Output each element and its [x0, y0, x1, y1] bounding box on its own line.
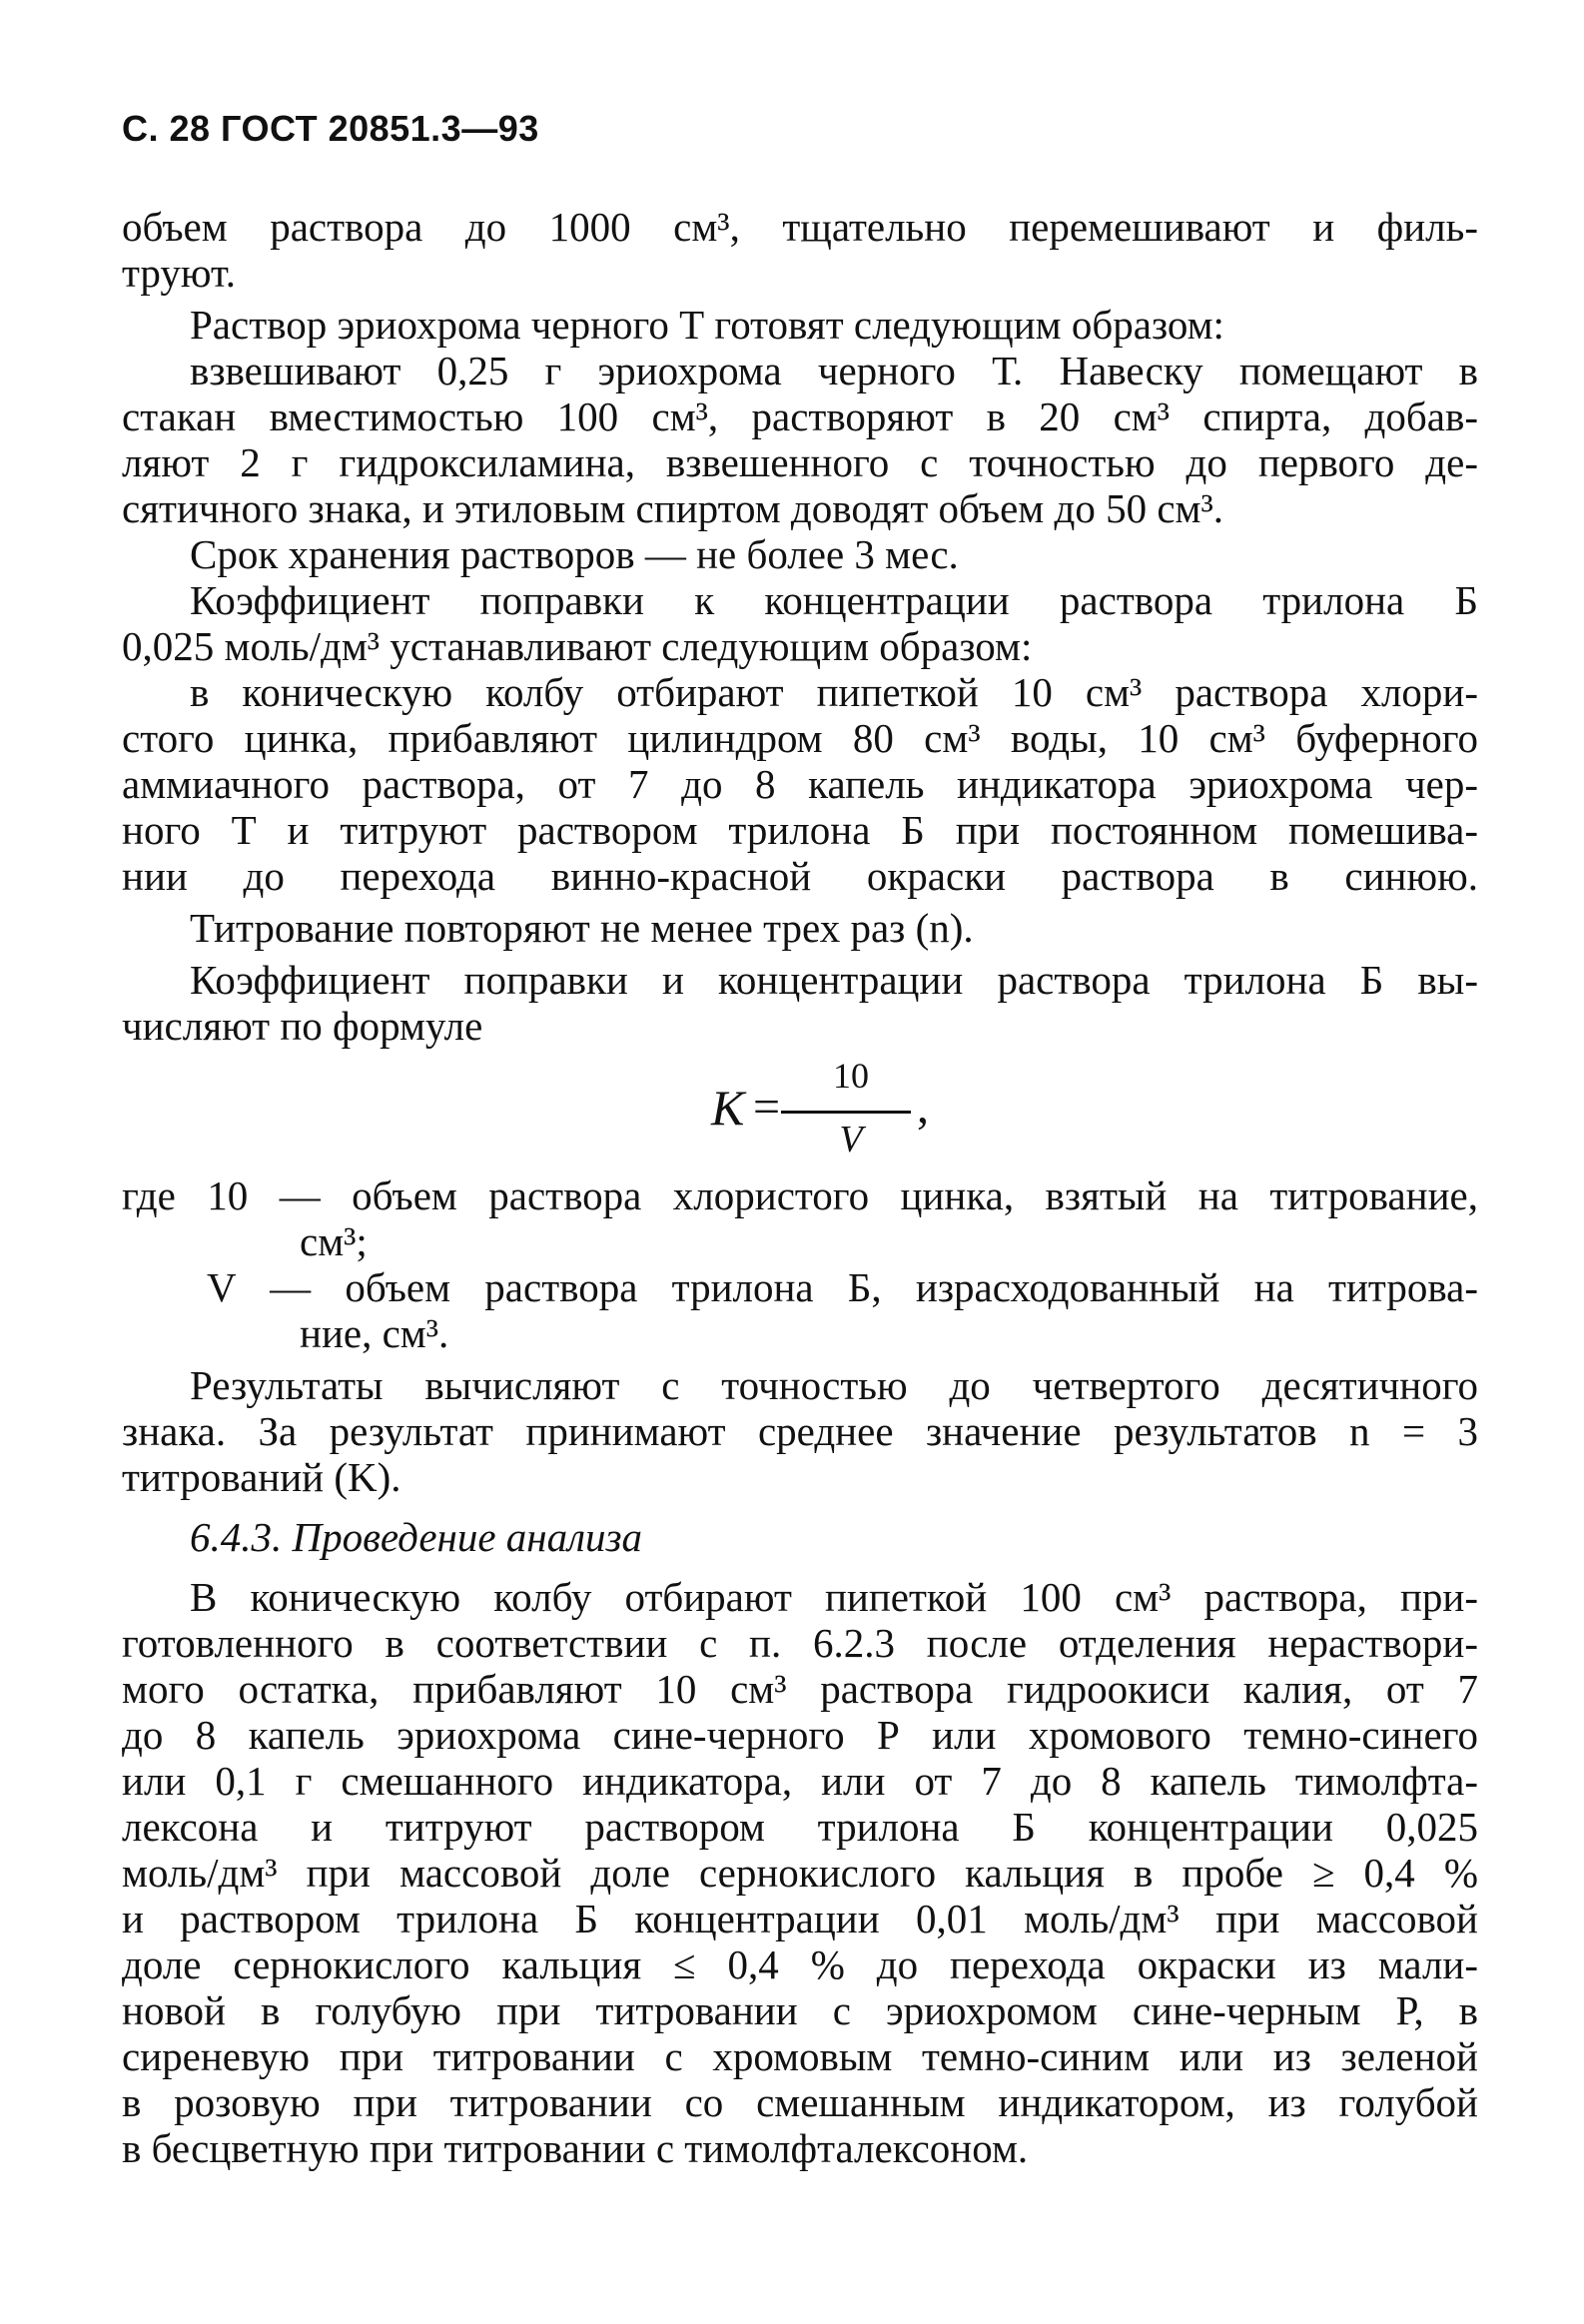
- text-line: ного Т и титруют раствором трилона Б при постоянном помешива-: [122, 807, 1478, 853]
- text-line: стакан вместимостью 100 см³, растворяют в 20 см³ спирта, добав-: [122, 393, 1478, 439]
- text-line: и раствором трилона Б концентрации 0,01 моль/дм³ при массовой: [122, 1896, 1478, 1941]
- text-line: где 10 — объем раствора хлористого цинка, взятый на титрование,: [122, 1172, 1478, 1218]
- formula-comma: ,: [917, 1081, 929, 1134]
- text-line: знака. За результат принимают среднее значение результатов n = 3: [122, 1408, 1478, 1454]
- text-line: ляют 2 г гидроксиламина, взвешенного с точностью до первого де-: [122, 439, 1478, 485]
- text-line: или 0,1 г смешанного индикатора, или от 7 до 8 капель тимолфта-: [122, 1758, 1478, 1804]
- text-line: объем раствора до 1000 см³, тщательно перемешивают и филь-: [122, 204, 1478, 250]
- text-line: см³;: [300, 1218, 368, 1264]
- body-text: [122, 204, 1478, 2171]
- formula-equals: =: [753, 1081, 781, 1134]
- text-line: 0,025 моль/дм³ устанавливают следующим образом:: [122, 623, 1033, 669]
- text-line: сиреневую при титровании с хромовым темно-синим или из зеленой: [122, 2033, 1478, 2079]
- formula-numerator: 10: [833, 1056, 869, 1096]
- text-line: труют.: [122, 250, 237, 296]
- text-line: Результаты вычисляют с точностью до четвертого десятичного: [190, 1362, 1478, 1408]
- text-line: ние, см³.: [300, 1310, 449, 1356]
- text-line: Срок хранения растворов — не более 3 мес.: [190, 531, 959, 577]
- text-line: аммиачного раствора, от 7 до 8 капель индикатора эриохрома чер-: [122, 761, 1478, 807]
- formula-k: [122, 1053, 1478, 1172]
- text-line: готовленного в соответствии с п. 6.2.3 после отделения нераствори-: [122, 1620, 1478, 1666]
- formula-denominator: V: [839, 1119, 863, 1161]
- page-header: С. 28 ГОСТ 20851.3—93: [122, 108, 539, 149]
- text-line: лексона и титруют раствором трилона Б концентрации 0,025: [122, 1804, 1478, 1850]
- text-line: в розовую при титровании со смешанным индикатором, из голубой: [122, 2079, 1478, 2125]
- text-line: сятичного знака, и этиловым спиртом доводят объем до 50 см³.: [122, 485, 1224, 531]
- text-line: стого цинка, прибавляют цилиндром 80 см³ воды, 10 см³ буферного: [122, 715, 1478, 761]
- text-line: Коэффициент поправки и концентрации раствора трилона Б вы-: [190, 957, 1478, 1003]
- text-line: моль/дм³ при массовой доле сернокислого кальция в пробе ≥ 0,4 %: [122, 1850, 1478, 1896]
- text-line: В коническую колбу отбирают пипеткой 100 см³ раствора, при-: [190, 1574, 1478, 1620]
- text-line: числяют по формуле: [122, 1003, 483, 1049]
- section-heading: 6.4.3. Проведение анализа: [190, 1514, 643, 1560]
- text-line: в бесцветную при титровании с тимолфталексоном.: [122, 2125, 1029, 2171]
- text-line: нии до перехода винно-красной окраски раствора в синюю.: [122, 853, 1478, 899]
- formula-lhs: K: [711, 1080, 745, 1136]
- text-line: Коэффициент поправки к концентрации раствора трилона Б: [190, 577, 1478, 623]
- text-line: V — объем раствора трилона Б, израсходованный на титрова-: [207, 1264, 1478, 1310]
- text-line: доле сернокислого кальция ≤ 0,4 % до перехода окраски из мали-: [122, 1941, 1478, 1987]
- text-line: в коническую колбу отбирают пипеткой 10 см³ раствора хлори-: [190, 669, 1478, 715]
- text-line: Титрование повторяют не менее трех раз (n).: [190, 905, 974, 951]
- text-line: взвешивают 0,25 г эриохрома черного Т. Навеску помещают в: [190, 348, 1478, 393]
- text-line: до 8 капель эриохрома сине-черного Р или хромового темно-синего: [122, 1712, 1478, 1758]
- text-line: титрований (K).: [122, 1454, 401, 1500]
- text-line: новой в голубую при титровании с эриохромом сине-черным Р, в: [122, 1987, 1478, 2033]
- text-line: мого остатка, прибавляют 10 см³ раствора гидроокиси калия, от 7: [122, 1666, 1478, 1712]
- text-line: Раствор эриохрома черного Т готовят следующим образом:: [190, 302, 1224, 348]
- formula-fraction-bar: [781, 1111, 911, 1114]
